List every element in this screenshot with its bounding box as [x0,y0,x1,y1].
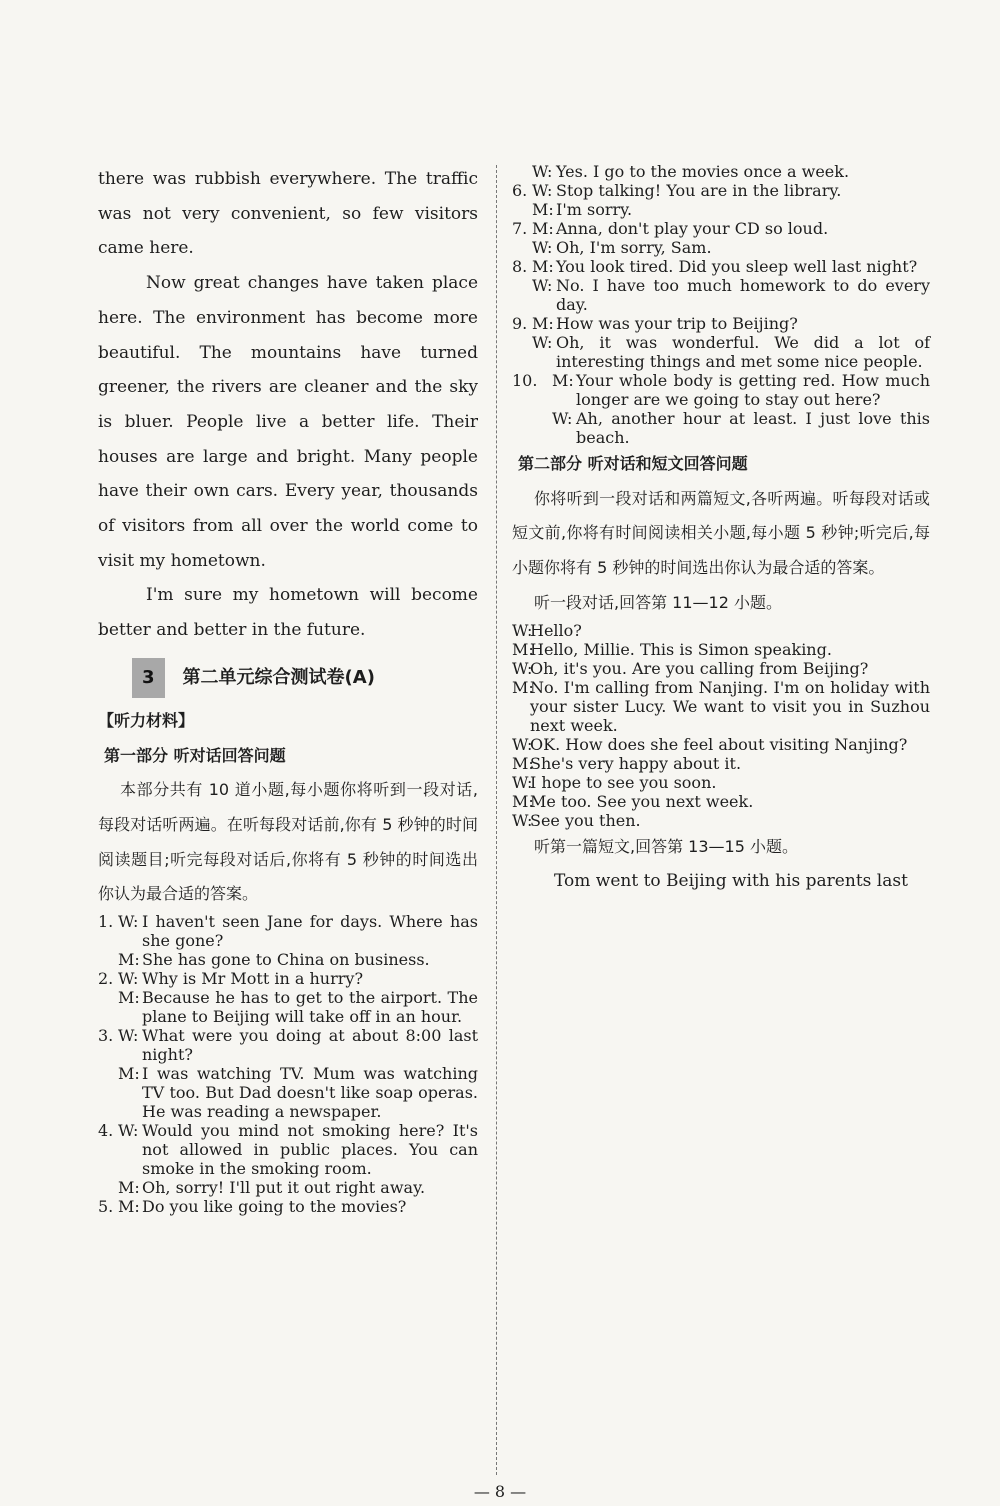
dialogue-line: M: Hello, Millie. This is Simon speaking. [512,639,832,659]
right-column [512,162,930,899]
page-number: — 8 — [473,1482,527,1501]
listen-passage-instruction: 听第一篇短文,回答第 13—15 小题。 [534,836,798,856]
section-number: 3 [132,658,165,698]
listening-material-label: 【听力材料】 [98,710,195,730]
dialogue-line: W: OK. How does she feel about visiting Nanjing? [512,734,908,754]
dialogue-line: 4. W: Would you mind not smoking here? It's not allowed in public places. You can smoke in the smoking room. [98,1121,478,1179]
dialogue-line: W: I hope to see you soon. [512,772,717,792]
dialogue-line: W: Oh, I'm sorry, Sam. [532,238,712,257]
dialogue-line: W: Ah, another hour at least. I just love this beach. [552,409,930,447]
dialogue-line: M: Oh, sorry! I'll put it out right away. [118,1178,426,1198]
part-one-heading: 第一部分 听对话回答问题 [104,745,286,765]
part-two-instructions: 你将听到一段对话和两篇短文,各听两遍。听每段对话或短文前,你将有时间阅读相关小题,每小题 5 秒钟;听完后,每小题你将有 5 秒钟的时间选出你认为最合适的答案。 [512,488,930,578]
dialogue-line: 5. M: Do you like going to the movies? [98,1197,407,1217]
dialogue-line: M: I was watching TV. Mum was watching TV too. But Dad doesn't like soap operas. He was reading a newspaper. [118,1064,478,1122]
dialogue-line: W: See you then. [512,810,641,830]
dialogue-line: 6. W: Stop talking! You are in the library. [512,181,842,200]
dialogue-line: W: Oh, it was wonderful. We did a lot of interesting things and met some nice people. [532,333,930,371]
dialogue-line: W: Yes. I go to the movies once a week. [532,162,850,181]
essay-paragraph-1: there was rubbish everywhere. The traffic was not very convenient, so few visitors came here. [98,169,478,259]
dialogue-line: 1. W: I haven't seen Jane for days. Where has she gone? [98,912,478,951]
listen-dialogue-instruction: 听一段对话,回答第 11—12 小题。 [534,592,782,612]
passage-text: Tom went to Beijing with his parents last [554,871,908,892]
dialogue-line: M: No. I'm calling from Nanjing. I'm on holiday with your sister Lucy. We want to visit you in Suzhou next week. [512,677,930,735]
dialogue-line: M: She has gone to China on business. [118,950,430,970]
dialogue-line: 2. W: Why is Mr Mott in a hurry? [98,969,364,989]
section-title: 第二单元综合测试卷(A) [182,666,375,688]
part-one-instructions: 本部分共有 10 道小题,每小题你将听到一段对话,每段对话听两遍。在听每段对话前,你有 5 秒钟的时间阅读题目;听完每段对话后,你将有 5 秒钟的时间选出你认为最合适的答案。 [98,780,478,904]
left-column [98,162,478,1216]
dialogue-line: 10. M: Your whole body is getting red. How much longer are we going to stay out here? [512,371,930,409]
dialogue-line: M: Me too. See you next week. [512,791,754,811]
dialogue-line: W: No. I have too much homework to do every day. [532,276,930,314]
dialogue-line: 3. W: What were you doing at about 8:00 last night? [98,1026,478,1065]
dialogue-line: M: Because he has to get to the airport. The plane to Beijing will take off in an hour. [118,988,478,1027]
dialogue-line: 8. M: You look tired. Did you sleep well last night? [512,257,918,276]
dialogue-line: W: Oh, it's you. Are you calling from Beijing? [512,658,869,678]
section-heading [132,658,478,698]
dialogue-line: M: I'm sorry. [532,200,633,219]
dialogue-line: 7. M: Anna, don't play your CD so loud. [512,219,829,238]
dialogue-line: W: Hello? [512,620,582,640]
dialogue-line: 9. M: How was your trip to Beijing? [512,314,798,333]
column-divider [496,165,497,1475]
dialogue-line: M: She's very happy about it. [512,753,742,773]
part-two-heading: 第二部分 听对话和短文回答问题 [518,454,748,473]
essay-paragraph-3: I'm sure my hometown will become better and better in the future. [98,585,478,641]
essay-paragraph-2: Now great changes have taken place here. The environment has become more beautiful. The mountains have turned greener, the rivers are cleaner and the sky is bluer. People live a better life. Their houses are large and bright. Many people have their own cars. Every year, thousands of visitors from all over the world come to visit my hometown. [98,273,478,571]
